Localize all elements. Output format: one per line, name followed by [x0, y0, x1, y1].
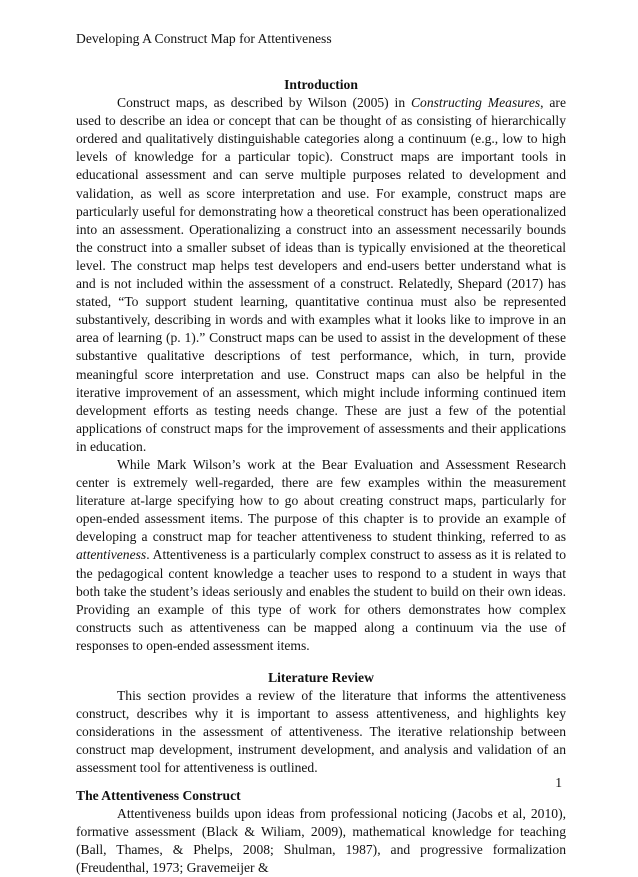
paragraph-text: , are used to describe an idea or concept that can be thought of as consisting of hierarchically ordered and qualitatively distinguishable categories along a continuum (e.g., low to high levels of knowledge for a particular topic). Construct maps are important tools in educational assessment and can serve multiple purposes related to development and validation, as well as score interpretation and use. For example, construct maps are particularly useful for demonstrating how a theoretical construct has been operationalized into an assessment. Operationalizing a construct into an assessment necessarily bounds the construct into a smaller subset of ideas than is typically envisioned at the theoretical level. The construct map helps test developers and end-users better understand what is and is not included within the assessment of a construct. Relatedly, Shepard (2017) has stated, “To support student learning, quantitative continua must also be represented substantively, describing in words and with examples what it looks like to improve in an area of learning (p. 1).” Construct maps can be used to assist in the development of these substantive qualitative descriptions of test performance, which, in turn, provide meaningful score interpretation and use. Construct maps can also be helpful in the iterative improvement of an assessment, which might include informing continued item development efforts as testing needs change. These are just a few of the potential applications of construct maps for the improvement of assessments and their applications in education. — [76, 95, 566, 454]
introduction-heading: Introduction — [284, 77, 358, 92]
paragraph-text: . Attentiveness is a particularly complex construct to assess as it is related to the pedagogical content knowledge a teacher uses to respond to a student in ways that both take the student’s ideas seriously and enables the student to build on their own ideas. Providing an example of this type of work for others demonstrates how complex constructs such as attentiveness can be mapped along a continuum via the use of responses to open-ended assessment items. — [76, 547, 566, 653]
section-spacer — [76, 655, 566, 669]
attentiveness-construct-paragraph: Attentiveness builds upon ideas from professional noticing (Jacobs et al, 2010), formative assessment (Black & Wiliam, 2009), mathematical knowledge for teaching (Ball, Thames, & Phelps, 2008; Shulman, 1987), and progressive formalization (Freudenthal, 1973; Gravemeijer & — [76, 805, 566, 875]
paragraph-text: While Mark Wilson’s work at the Bear Evaluation and Assessment Research center is extremely well-regarded, there are few examples within the measurement literature at-large specifying how to go about creating construct maps, particularly for open-ended assessment items. The purpose of this chapter is to provide an example of developing a construct map for teacher attentiveness to student thinking, referred to as — [76, 456, 566, 545]
page-number: 1 — [555, 775, 562, 790]
running-header: Developing A Construct Map for Attentiveness — [76, 31, 332, 46]
section-spacer — [76, 778, 566, 787]
document-body — [76, 76, 566, 877]
introduction-paragraph-1 — [76, 94, 566, 456]
introduction-paragraph-2 — [76, 456, 566, 655]
literature-review-paragraph: This section provides a review of the literature that informs the attentiveness construct, describes why it is important to assess attentiveness, and highlights key considerations in the assessment of attentiveness. The iterative relationship between construct map development, instrument development, and analysis and validation of an assessment tool for attentiveness is outlined. — [76, 688, 566, 776]
attentiveness-construct-heading: The Attentiveness Construct — [76, 787, 241, 803]
paragraph-text: Construct maps, as described by Wilson (2005) in — [117, 95, 411, 111]
emphasized-term: attentiveness — [76, 547, 147, 563]
literature-review-heading: Literature Review — [268, 670, 374, 685]
book-title: Constructing Measures — [410, 95, 541, 111]
